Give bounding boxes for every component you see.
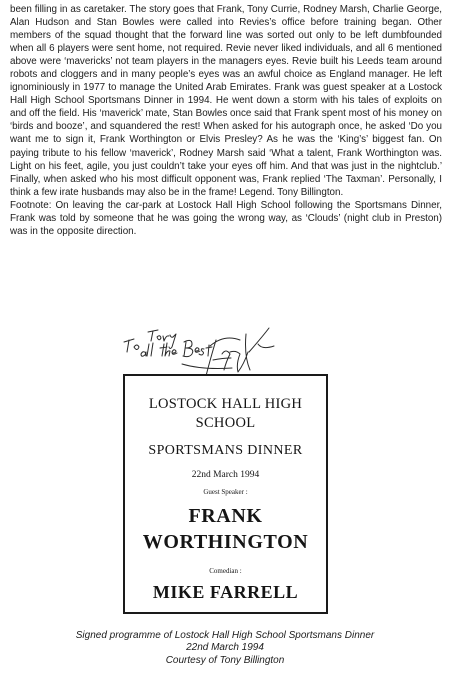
programme-guest-name-line-1: FRANK [188,505,263,527]
programme-guest-label: Guest Speaker : [203,488,248,496]
programme-school-line-2: SCHOOL [195,415,256,431]
programme-date: 22nd March 1994 [191,470,260,480]
image-caption [0,630,450,667]
article-footnote: Footnote: On leaving the car-park at Lostock Hall High School following the Sportsmans Dinner, Frank was told by someone that he was going the wrong way, as ‘Clouds’ (night club in Preston) was in the opposite direction. [10,199,442,237]
programme-event-title: SPORTSMANS DINNER [148,443,303,458]
article-text [10,3,442,238]
signed-programme [123,374,328,614]
programme-school-line-1: LOSTOCK HALL HIGH [148,396,303,412]
programme-guest-name-line-2: WORTHINGTON [142,531,309,553]
caption-line-2: 22nd March 1994 [186,642,264,654]
programme-comedian-label: Comedian : [209,567,242,575]
caption-line-1: Signed programme of Lostock Hall High School Sportsmans Dinner [75,630,375,641]
caption-line-3: Courtesy of Tony Billington [165,654,285,666]
article-paragraph: been filling in as caretaker. The story goes that Frank, Tony Currie, Rodney Marsh, Charlie George, Alan Hudson and Stan Bowles were called into Revies’s office before training began. Other members of the squad thought that the forward line was sorted out only to be left dumbfounded when all 6 players were sent home, not required. Revie never liked individuals, and all 6 mentioned above were ‘mavericks’ not team players in the managers eyes. Revie built his Leeds team around robots and cloggers and in many people’s eyes was an awful choice as England manager. He left ignominiously in 1977 to manage the United Arab Emirates. Frank was guest speaker at a Lostock Hall High School Sportsmans Dinner in 1994. He went down a storm with his tales of exploits on and off the field. His ‘maverick’ mate, Stan Bowles once said that Frank spent most of his money on ‘birds and booze’, and squandered the rest! When asked for his autograph once, he asked ‘Do you want me to sign it, Frank Worthington or Elvis Presley? As he was the ‘King’s’ biggest fan. On paying tribute to his fellow ‘maverick’, Rodney Marsh said ‘What a talent, Frank Worthington was. Light on his feet, agile, you just couldn’t take your eyes off him. And that was just in the nightclub.’ Finally, when asked who his most difficult opponent was, Frank replied ‘The Taxman’. Personally, I think a few irate husbands may also be in the frame! Legend. Tony Billington. [10,4,442,198]
programme-comedian-name: MIKE FARRELL [152,582,299,602]
